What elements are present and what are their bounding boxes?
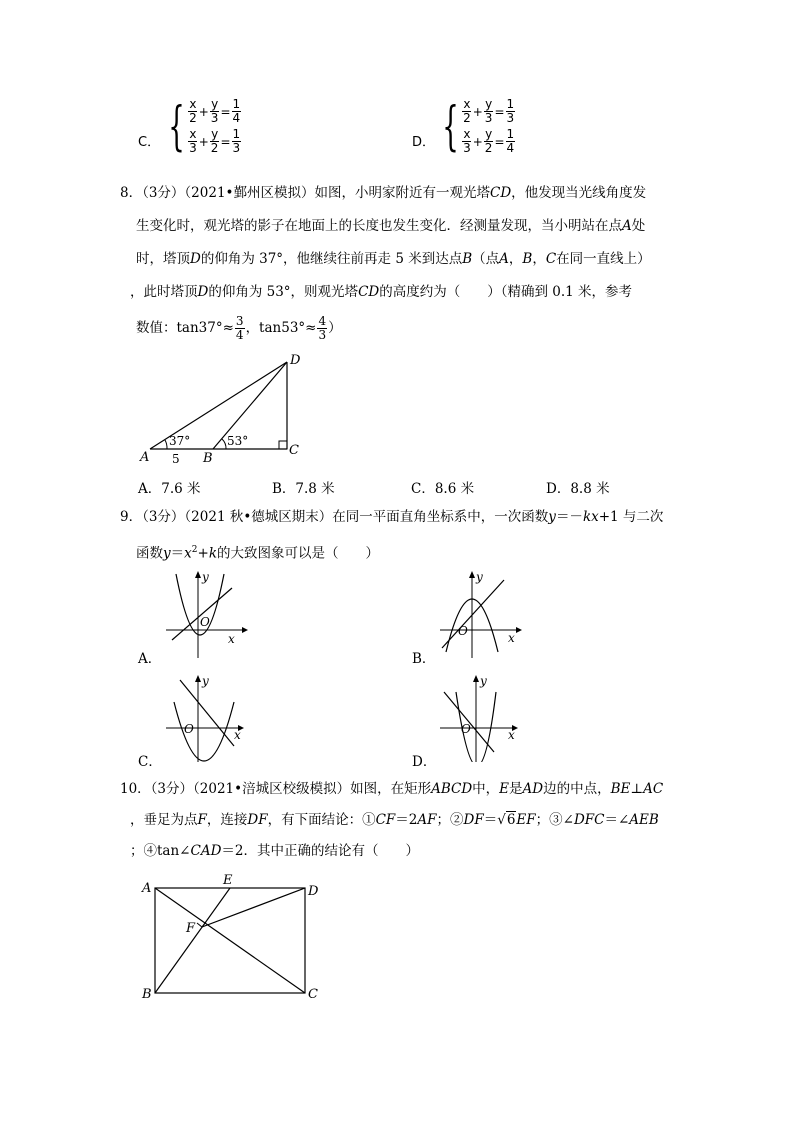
point-c-label: C (289, 443, 299, 458)
q9-option-d-label[interactable]: D． (412, 754, 437, 770)
y-axis-label: y (202, 570, 209, 584)
origin-label: O (461, 722, 471, 736)
point-e-label: E (223, 873, 233, 888)
y-axis-label: y (202, 674, 209, 688)
q7-d-equation-1: $\frac{x}{2}$ + $\frac{y}{3}$ = $\frac{1}{3}$ (463, 97, 515, 125)
point-b-label: B (203, 451, 213, 466)
q7-d-equation-2: $\frac{x}{3}$ + $\frac{y}{2}$ = $\frac{1}{4}$ (463, 127, 515, 155)
origin-label: O (458, 624, 468, 638)
q7-c-equation-2: $\frac{x}{3}$ + $\frac{y}{2}$ = $\frac{1}{3}$ (189, 127, 241, 155)
point-a-label: A (142, 881, 152, 896)
point-d-label: D (290, 353, 301, 368)
brace-symbol: { (442, 96, 459, 157)
x-axis-label: x (508, 728, 515, 742)
point-f-label: F (186, 921, 196, 936)
x-axis-label: x (234, 728, 241, 742)
q10-rectangle-figure (136, 872, 326, 1004)
q8-text-line-3: 时，塔顶D的仰角为 37°，他继续往前再走 5 米到达点B（点A，B，C在同一直线上） (136, 251, 651, 267)
point-b-label: B (142, 987, 152, 1002)
q9-graph-b (432, 566, 522, 658)
x-axis-label: x (228, 632, 235, 646)
q10-text-line-3: ；④tan∠CAD＝2．其中正确的结论有（ ） (130, 843, 419, 859)
q9-text-line-2: 函数$y=x^2+k$的大致图象可以是（ ） (136, 545, 379, 562)
q7-option-c-label: C． (138, 135, 161, 150)
q10-text-line-1: 10．（3分）（2021•涪城区校级模拟）如图，在矩形ABCD中，E是AD边的中点，BE⊥AC (120, 781, 664, 797)
origin-label: O (184, 722, 194, 736)
q8-option-a[interactable]: A．7.6 米 (138, 481, 201, 497)
point-d-label: D (308, 884, 319, 899)
fraction-four-thirds: $\frac{4}{3}$ (318, 314, 327, 342)
angle-53-label: 53° (227, 434, 249, 448)
q8-text-line-4: ，此时塔顶D的仰角为 53°，则观光塔CD的高度约为（ ）（精确到 0.1 米，参考 (130, 284, 633, 300)
q8-text-line-5: 数值：tan37°≈ $\frac{3}{4}$ ，tan53°≈ $\frac{4}{3}$ ） (136, 314, 342, 342)
q8-option-d[interactable]: D．8.8 米 (546, 481, 610, 497)
q9-graph-c (158, 670, 248, 762)
q7-option-d-label: D． (412, 135, 436, 150)
q8-option-b[interactable]: B．7.8 米 (272, 481, 335, 497)
q9-option-a-label[interactable]: A． (138, 651, 162, 667)
q7-option-d-system (434, 98, 516, 155)
q8-option-c[interactable]: C．8.6 米 (411, 481, 475, 497)
q9-graph-d (432, 670, 522, 762)
distance-5-label: 5 (172, 452, 180, 466)
q7-option-c-system (160, 98, 242, 155)
x-axis-label: x (508, 631, 515, 645)
fraction-three-fourths: $\frac{3}{4}$ (235, 314, 244, 342)
q9-option-c-label[interactable]: C． (138, 754, 162, 770)
point-c-label: C (308, 987, 318, 1002)
sqrt-symbol: √ (497, 812, 506, 828)
point-a-label: A (140, 450, 150, 465)
origin-label: O (200, 615, 210, 629)
q8-text-line-1: 8．（3分）（2021•鄞州区模拟）如图，小明家附近有一观光塔CD，他发现当光线角度发 (120, 185, 647, 201)
angle-37-label: 37° (169, 434, 191, 448)
q10-text-line-2: ，垂足为点F，连接DF，有下面结论：①CF＝2AF；②DF＝√6EF；③∠DFC＝∠AEB (130, 812, 659, 828)
y-axis-label: y (476, 570, 483, 584)
q7-c-equation-1: $\frac{x}{2}$ + $\frac{y}{3}$ = $\frac{1}{4}$ (189, 97, 241, 125)
q9-graph-a (158, 566, 248, 658)
q8-text-line-2: 生变化时，观光塔的影子在地面上的长度也发生变化．经测量发现，当小明站在点A处 (136, 218, 646, 234)
q9-text-line-1: 9．（3分）（2021 秋•德城区期末）在同一平面直角坐标系中，一次函数y＝－kx+1 与二次 (120, 509, 664, 525)
brace-symbol: { (168, 96, 185, 157)
q8-tower-figure (130, 350, 320, 470)
q9-option-b-label[interactable]: B． (412, 651, 436, 667)
y-axis-label: y (480, 674, 487, 688)
